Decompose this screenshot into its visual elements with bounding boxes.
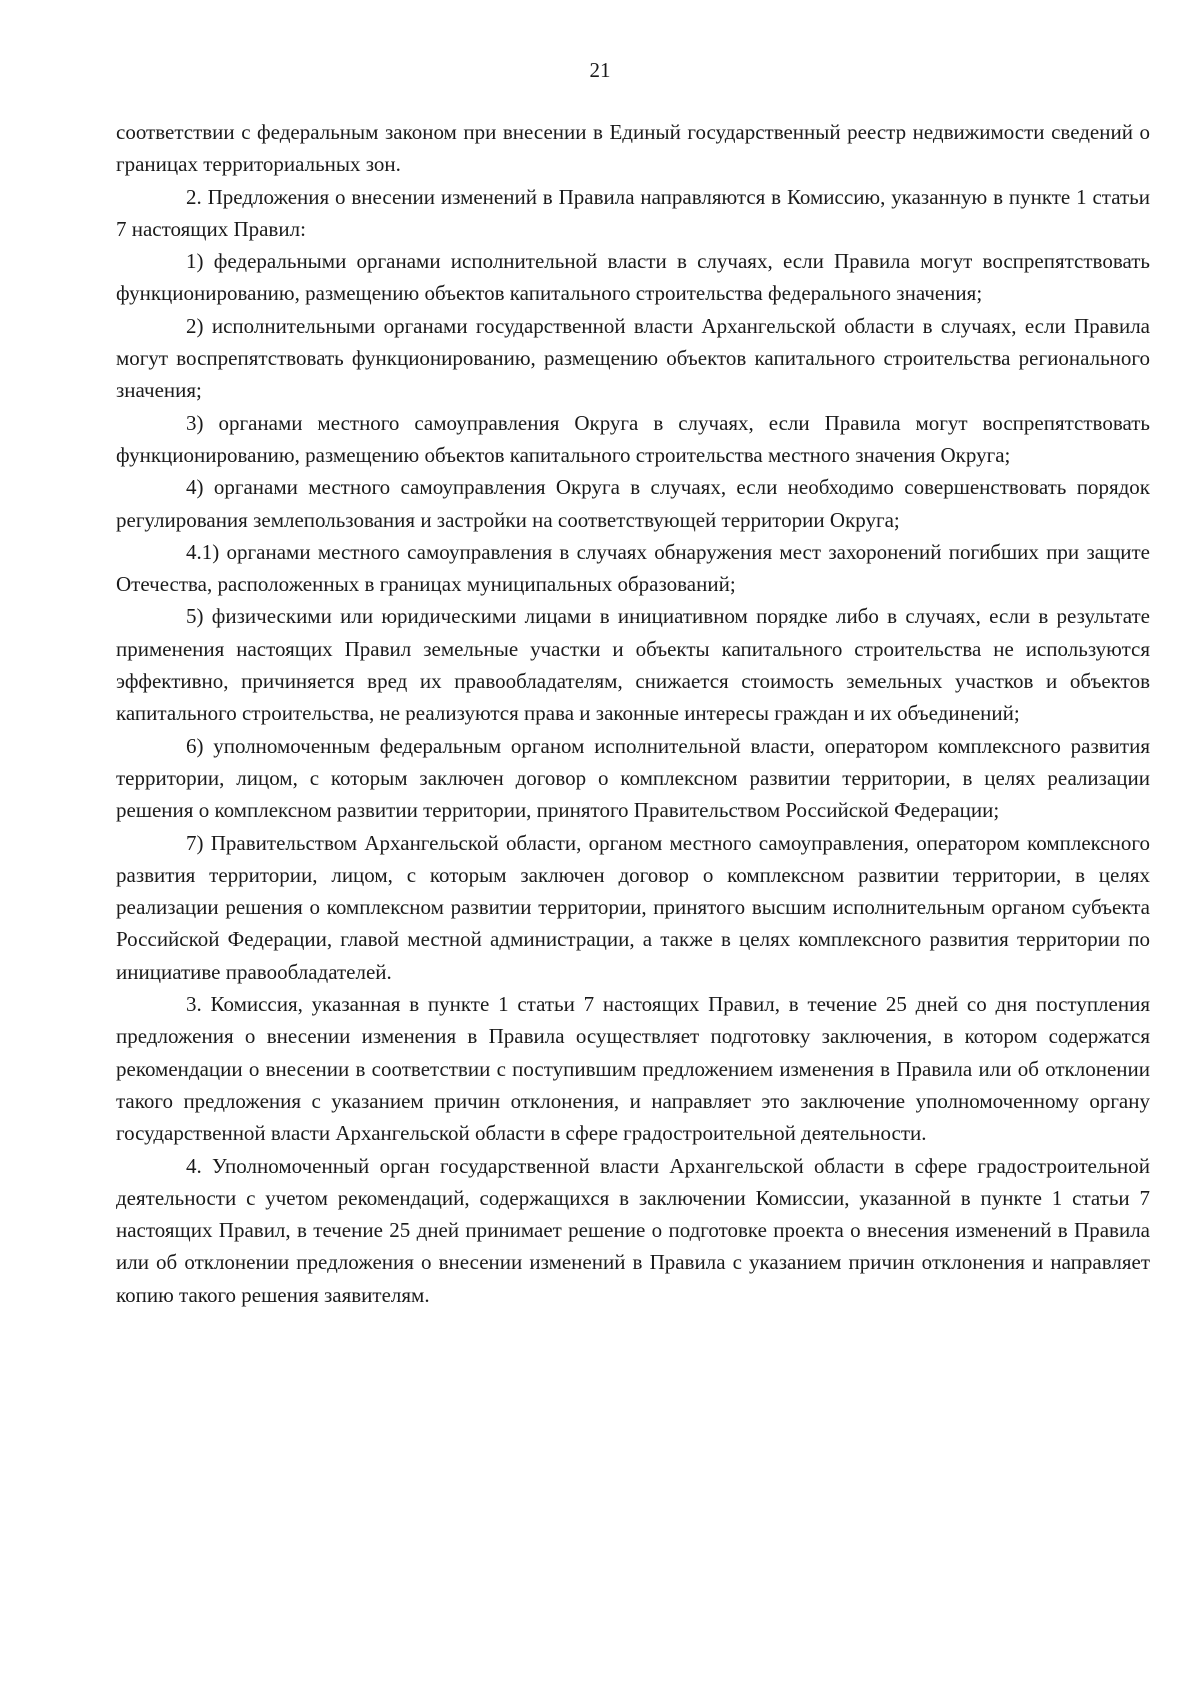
paragraph-clause-2: 2. Предложения о внесении изменений в Правила направляются в Комиссию, указанную в пункте 1 статьи 7 настоящих Правил: [116,184,1150,241]
paragraph-item-4: 4) органами местного самоуправления Округа в случаях, если необходимо совершенствовать порядок регулирования землепользования и застройки на соответствующей территории Округа; [116,475,1150,532]
paragraph-continuation: соответствии с федеральным законом при внесении в Единый государственный реестр недвижимости сведений о границах территориальных зон. [116,120,1150,177]
paragraph-clause-4: 4. Уполномоченный орган государственной власти Архангельской области в сфере градостроительной деятельности с учетом рекомендаций, содержащихся в заключении Комиссии, указанной в пункте 1 статьи 7 настоящих Правил, в течение 25 дней принимает решение о подготовке проекта о внесения изменений в Правила или об отклонении предложения о внесении изменений в Правила с указанием причин отклонения и направляет копию такого решения заявителям. [116,1153,1150,1307]
paragraph-item-6: 6) уполномоченным федеральным органом исполнительной власти, оператором комплексного развития территории, лицом, с которым заключен договор о комплексном развитии территории, в целях реализации решения о комплексном развитии территории, принятого Правительством Российской Федерации; [116,733,1150,823]
paragraph-clause-3: 3. Комиссия, указанная в пункте 1 статьи 7 настоящих Правил, в течение 25 дней со дня поступления предложения о внесении изменения в Правила осуществляет подготовку заключения, в котором содержатся рекомендации о внесении в соответствии с поступившим предложением изменения в Правила или об отклонении такого предложения с указанием причин отклонения, и направляет это заключение уполномоченному органу государственной власти Архангельской области в сфере градостроительной деятельности. [116,992,1150,1146]
paragraph-item-1: 1) федеральными органами исполнительной власти в случаях, если Правила могут воспрепятствовать функционированию, размещению объектов капитального строительства федерального значения; [116,249,1150,306]
document-body [116,116,1150,1311]
paragraph-item-5: 5) физическими или юридическими лицами в инициативном порядке либо в случаях, если в результате применения настоящих Правил земельные участки и объекты капитального строительства не используются эффективно, причиняется вред их правообладателям, снижается стоимость земельных участков и объектов капитального строительства, не реализуются права и законные интересы граждан и их объединений; [116,604,1150,726]
paragraph-item-7: 7) Правительством Архангельской области, органом местного самоуправления, оператором комплексного развития территории, лицом, с которым заключен договор о комплексном развитии территории, в целях реализации решения о комплексном развитии территории, принятого высшим исполнительным органом субъекта Российской Федерации, главой местной администрации, а также в целях комплексного развития территории по инициативе правообладателей. [116,830,1150,984]
page-number: 21 [589,58,611,82]
paragraph-item-2: 2) исполнительными органами государственной власти Архангельской области в случаях, если Правила могут воспрепятствовать функционированию, размещению объектов капитального строительства регионального значения; [116,313,1150,403]
paragraph-item-3: 3) органами местного самоуправления Округа в случаях, если Правила могут воспрепятствовать функционированию, размещению объектов капитального строительства местного значения Округа; [116,410,1150,467]
paragraph-item-4-1: 4.1) органами местного самоуправления в случаях обнаружения мест захоронений погибших при защите Отечества, расположенных в границах муниципальных образований; [116,539,1150,597]
